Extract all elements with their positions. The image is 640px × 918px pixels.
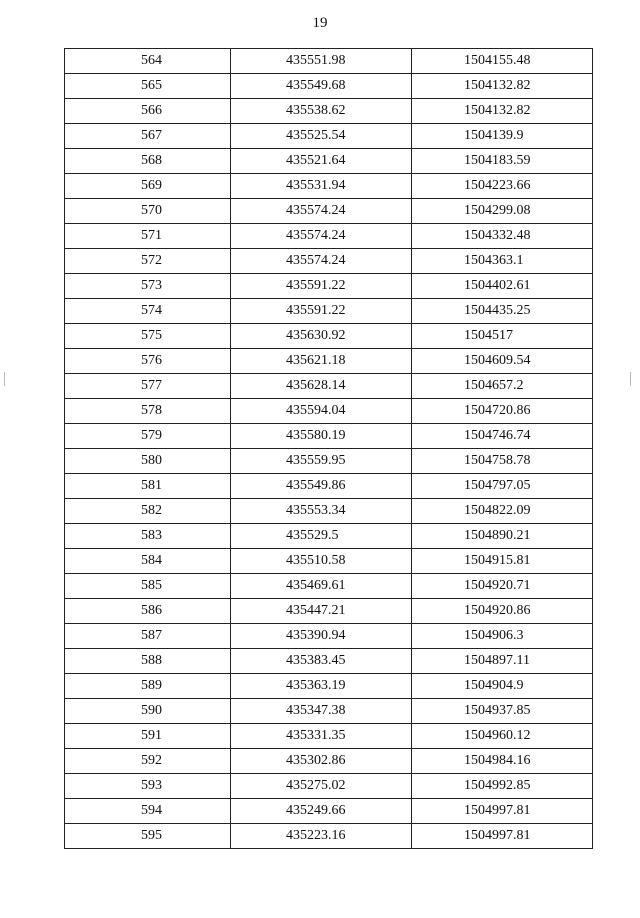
table-row xyxy=(65,649,593,674)
table-row xyxy=(65,449,593,474)
x-coordinate-cell: 435559.95 xyxy=(231,449,412,474)
x-coordinate-cell: 435628.14 xyxy=(231,374,412,399)
table-row xyxy=(65,49,593,74)
x-coordinate-cell: 435574.24 xyxy=(231,224,412,249)
point-number-cell: 575 xyxy=(65,324,231,349)
table-row xyxy=(65,374,593,399)
table-row xyxy=(65,524,593,549)
y-coordinate-cell: 1504609.54 xyxy=(412,349,593,374)
point-number-cell: 587 xyxy=(65,624,231,649)
x-coordinate-cell: 435383.45 xyxy=(231,649,412,674)
point-number-cell: 564 xyxy=(65,49,231,74)
table-row xyxy=(65,424,593,449)
table-row xyxy=(65,624,593,649)
y-coordinate-cell: 1504223.66 xyxy=(412,174,593,199)
table-row xyxy=(65,749,593,774)
x-coordinate-cell: 435390.94 xyxy=(231,624,412,649)
table-row xyxy=(65,824,593,849)
point-number-cell: 571 xyxy=(65,224,231,249)
x-coordinate-cell: 435347.38 xyxy=(231,699,412,724)
y-coordinate-cell: 1504822.09 xyxy=(412,499,593,524)
y-coordinate-cell: 1504363.1 xyxy=(412,249,593,274)
point-number-cell: 585 xyxy=(65,574,231,599)
point-number-cell: 569 xyxy=(65,174,231,199)
y-coordinate-cell: 1504920.86 xyxy=(412,599,593,624)
table-row xyxy=(65,274,593,299)
y-coordinate-cell: 1504797.05 xyxy=(412,474,593,499)
point-number-cell: 591 xyxy=(65,724,231,749)
table-row xyxy=(65,799,593,824)
right-margin-mark xyxy=(630,372,631,386)
y-coordinate-cell: 1504657.2 xyxy=(412,374,593,399)
y-coordinate-cell: 1504720.86 xyxy=(412,399,593,424)
page-number: 19 xyxy=(312,15,328,31)
table-row xyxy=(65,549,593,574)
y-coordinate-cell: 1504920.71 xyxy=(412,574,593,599)
point-number-cell: 594 xyxy=(65,799,231,824)
point-number-cell: 580 xyxy=(65,449,231,474)
point-number-cell: 576 xyxy=(65,349,231,374)
y-coordinate-cell: 1504997.81 xyxy=(412,799,593,824)
point-number-cell: 574 xyxy=(65,299,231,324)
x-coordinate-cell: 435591.22 xyxy=(231,299,412,324)
y-coordinate-cell: 1504890.21 xyxy=(412,524,593,549)
x-coordinate-cell: 435549.86 xyxy=(231,474,412,499)
y-coordinate-cell: 1504746.74 xyxy=(412,424,593,449)
point-number-cell: 592 xyxy=(65,749,231,774)
table-row xyxy=(65,599,593,624)
y-coordinate-cell: 1504906.3 xyxy=(412,624,593,649)
table-row xyxy=(65,349,593,374)
table-row xyxy=(65,299,593,324)
table-row xyxy=(65,774,593,799)
left-margin-mark xyxy=(4,372,5,386)
x-coordinate-cell: 435551.98 xyxy=(231,49,412,74)
point-number-cell: 568 xyxy=(65,149,231,174)
point-number-cell: 590 xyxy=(65,699,231,724)
point-number-cell: 588 xyxy=(65,649,231,674)
table-row xyxy=(65,99,593,124)
table-row xyxy=(65,699,593,724)
point-number-cell: 593 xyxy=(65,774,231,799)
x-coordinate-cell: 435529.5 xyxy=(231,524,412,549)
x-coordinate-cell: 435538.62 xyxy=(231,99,412,124)
x-coordinate-cell: 435630.92 xyxy=(231,324,412,349)
y-coordinate-cell: 1504132.82 xyxy=(412,74,593,99)
y-coordinate-cell: 1504132.82 xyxy=(412,99,593,124)
x-coordinate-cell: 435331.35 xyxy=(231,724,412,749)
y-coordinate-cell: 1504984.16 xyxy=(412,749,593,774)
point-number-cell: 589 xyxy=(65,674,231,699)
point-number-cell: 567 xyxy=(65,124,231,149)
table-row xyxy=(65,124,593,149)
table-row xyxy=(65,574,593,599)
table-row xyxy=(65,224,593,249)
table-row xyxy=(65,199,593,224)
table-row xyxy=(65,74,593,99)
x-coordinate-cell: 435574.24 xyxy=(231,249,412,274)
y-coordinate-cell: 1504139.9 xyxy=(412,124,593,149)
table-row xyxy=(65,149,593,174)
coordinates-table xyxy=(64,48,593,849)
point-number-cell: 583 xyxy=(65,524,231,549)
y-coordinate-cell: 1504517 xyxy=(412,324,593,349)
point-number-cell: 584 xyxy=(65,549,231,574)
y-coordinate-cell: 1504758.78 xyxy=(412,449,593,474)
x-coordinate-cell: 435549.68 xyxy=(231,74,412,99)
x-coordinate-cell: 435580.19 xyxy=(231,424,412,449)
x-coordinate-cell: 435510.58 xyxy=(231,549,412,574)
x-coordinate-cell: 435469.61 xyxy=(231,574,412,599)
y-coordinate-cell: 1504897.11 xyxy=(412,649,593,674)
point-number-cell: 581 xyxy=(65,474,231,499)
y-coordinate-cell: 1504402.61 xyxy=(412,274,593,299)
y-coordinate-cell: 1504904.9 xyxy=(412,674,593,699)
point-number-cell: 582 xyxy=(65,499,231,524)
table-row xyxy=(65,674,593,699)
point-number-cell: 578 xyxy=(65,399,231,424)
point-number-cell: 579 xyxy=(65,424,231,449)
y-coordinate-cell: 1504960.12 xyxy=(412,724,593,749)
x-coordinate-cell: 435302.86 xyxy=(231,749,412,774)
table-row xyxy=(65,249,593,274)
x-coordinate-cell: 435621.18 xyxy=(231,349,412,374)
point-number-cell: 586 xyxy=(65,599,231,624)
table-row xyxy=(65,399,593,424)
point-number-cell: 565 xyxy=(65,74,231,99)
point-number-cell: 573 xyxy=(65,274,231,299)
y-coordinate-cell: 1504332.48 xyxy=(412,224,593,249)
point-number-cell: 570 xyxy=(65,199,231,224)
table-row xyxy=(65,474,593,499)
y-coordinate-cell: 1504937.85 xyxy=(412,699,593,724)
y-coordinate-cell: 1504435.25 xyxy=(412,299,593,324)
point-number-cell: 572 xyxy=(65,249,231,274)
x-coordinate-cell: 435591.22 xyxy=(231,274,412,299)
y-coordinate-cell: 1504183.59 xyxy=(412,149,593,174)
x-coordinate-cell: 435574.24 xyxy=(231,199,412,224)
x-coordinate-cell: 435363.19 xyxy=(231,674,412,699)
x-coordinate-cell: 435525.54 xyxy=(231,124,412,149)
x-coordinate-cell: 435531.94 xyxy=(231,174,412,199)
y-coordinate-cell: 1504155.48 xyxy=(412,49,593,74)
y-coordinate-cell: 1504997.81 xyxy=(412,824,593,849)
x-coordinate-cell: 435223.16 xyxy=(231,824,412,849)
table-row xyxy=(65,499,593,524)
x-coordinate-cell: 435249.66 xyxy=(231,799,412,824)
coordinates-table-body xyxy=(65,49,593,849)
x-coordinate-cell: 435553.34 xyxy=(231,499,412,524)
x-coordinate-cell: 435594.04 xyxy=(231,399,412,424)
y-coordinate-cell: 1504992.85 xyxy=(412,774,593,799)
x-coordinate-cell: 435447.21 xyxy=(231,599,412,624)
point-number-cell: 566 xyxy=(65,99,231,124)
point-number-cell: 595 xyxy=(65,824,231,849)
x-coordinate-cell: 435275.02 xyxy=(231,774,412,799)
point-number-cell: 577 xyxy=(65,374,231,399)
table-row xyxy=(65,724,593,749)
y-coordinate-cell: 1504915.81 xyxy=(412,549,593,574)
y-coordinate-cell: 1504299.08 xyxy=(412,199,593,224)
table-row xyxy=(65,324,593,349)
table-row xyxy=(65,174,593,199)
x-coordinate-cell: 435521.64 xyxy=(231,149,412,174)
